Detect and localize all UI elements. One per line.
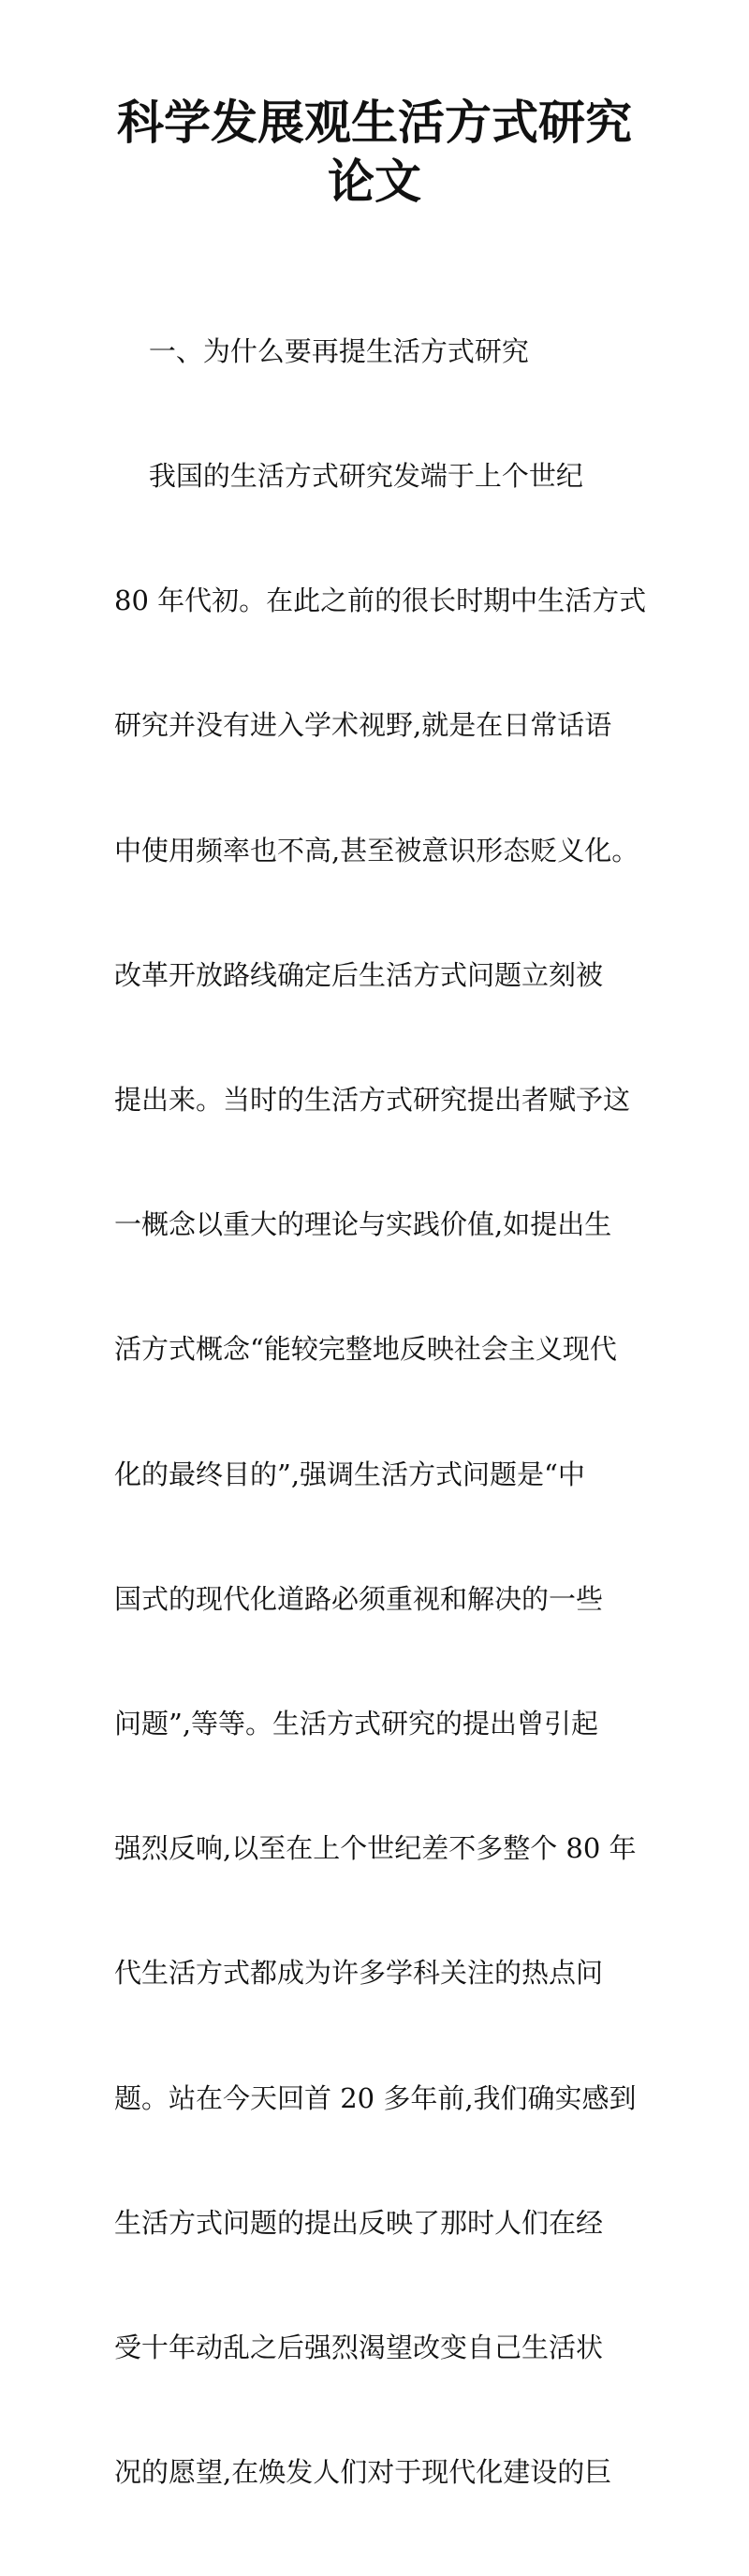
document-title-line-2: 论文: [328, 154, 421, 209]
paragraph-line-text: 我国的生活方式研究发端于上个世纪: [148, 460, 583, 493]
paragraph-line: 一概念以重大的理论与实践价值,如提出生: [114, 1208, 612, 1241]
paragraph-line: 代生活方式都成为许多学科关注的热点问: [114, 1957, 604, 1990]
paragraph-line: 受十年动乱之后强烈渴望改变自己生活状: [114, 2332, 604, 2364]
paragraph-line: 问题”,等等。生活方式研究的提出曾引起: [114, 1708, 599, 1740]
paragraph-line: 改革开放路线确定后生活方式问题立刻被: [114, 958, 604, 991]
paragraph-line: 况的愿望,在焕发人们对于现代化建设的巨: [114, 2456, 612, 2489]
paragraph-line: [114, 455, 639, 496]
paragraph-line: 研究并没有进入学术视野,就是在日常话语: [114, 709, 612, 742]
document-body: [114, 247, 647, 2576]
section-heading-text: 一、为什么要再提生活方式研究: [148, 334, 529, 367]
paragraph-line: 化的最终目的”,强调生活方式问题是“中: [114, 1458, 585, 1490]
paragraph-line: 中使用频率也不高,甚至被意识形态贬义化。: [114, 834, 639, 866]
paragraph-line: 题。站在今天回首 20 多年前,我们确实感到: [114, 2081, 637, 2114]
paragraph-line: 生活方式问题的提出反映了那时人们在经: [114, 2206, 604, 2239]
section-heading: [114, 331, 639, 372]
paragraph-line: 80 年代初。在此之前的很长时期中生活方式: [114, 585, 647, 617]
paragraph-line: 国式的现代化道路必须重视和解决的一些: [114, 1582, 604, 1615]
paragraph-line: 提出来。当时的生活方式研究提出者赋予这: [114, 1084, 631, 1117]
paragraph-line: 强烈反响,以至在上个世纪差不多整个 80 年: [114, 1832, 637, 1865]
paragraph-line: 活方式概念“能较完整地反映社会主义现代: [114, 1333, 617, 1366]
document-title-line-1: 科学发展观生活方式研究: [117, 95, 632, 150]
